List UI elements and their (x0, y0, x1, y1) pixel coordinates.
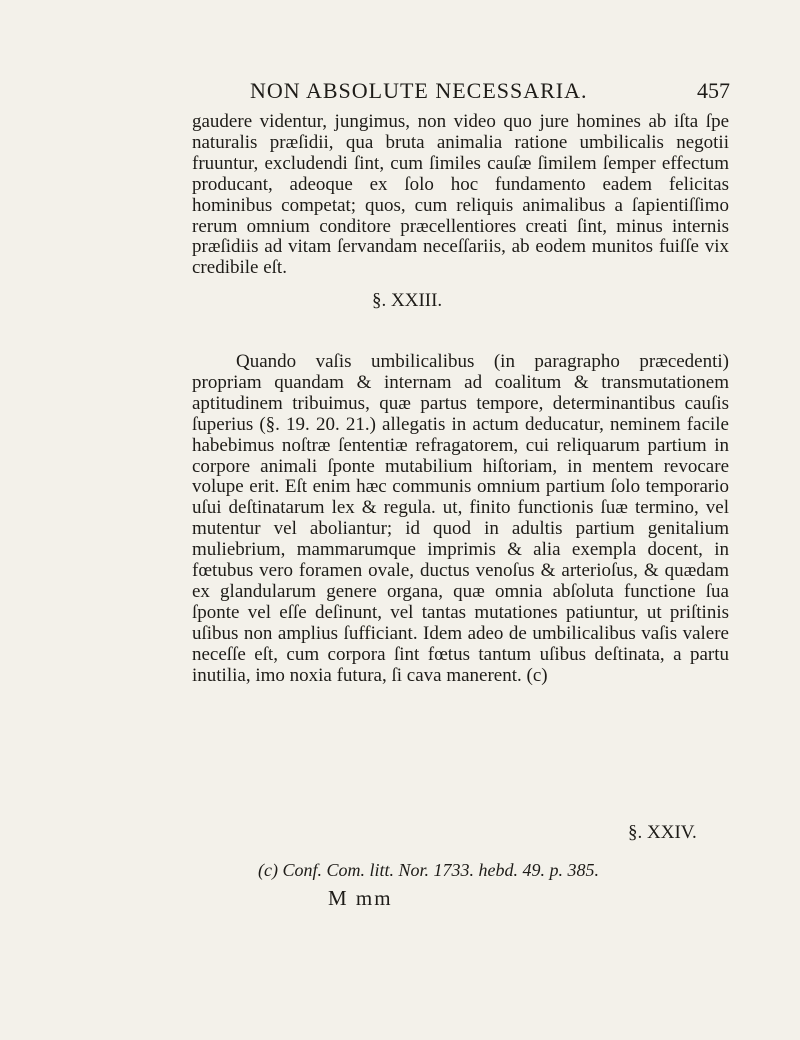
page-header (200, 78, 730, 104)
page-number: 457 (697, 78, 730, 103)
paragraph-2: Quando vaſis umbilicalibus (in paragrapho præcedenti) propriam quandam & internam ad coalitum & transmutationem aptitudinem tribuimus, quæ partus tempore, determinantibus cauſis ſuperius (§. 19. 20. 21.) allegatis in actum deducatur, neminem facile habebimus noſtræ ſententiæ refragatorem, cui reliquarum partium in corpore animali ſponte mutabilium hiſtoriam, in mentem revocare volupe erit. Eſt enim hæc communis omnium partium ſolo temporario uſui deſtinatarum lex & regula. ut, finito functionis ſuæ termino, vel mutentur vel aboliantur; id quod in adultis partium genitalium muliebrium, mammarumque imprimis & alia exempla docent, in fœtubus vero foramen ovale, ductus venoſus & arterioſus, & quædam ex glandularum genere organa, quæ omnia abſoluta functione ſua ſponte vel eſſe deſinunt, vel tantas mutationes patiuntur, ut priſtinis uſibus non amplius ſufficiant. Idem adeo de umbilicalibus vaſis valere neceſſe eſt, cum corpora ſint fœtus tantum uſibus deſtinata, a partu inutilia, imo noxia futura, ſi cava manerent. (c) (192, 351, 729, 686)
section-heading-xxiii: §. XXIII. (372, 290, 443, 311)
section-heading-xxiv: §. XXIV. (628, 822, 697, 843)
signature-mark: M mm (328, 886, 393, 910)
paragraph-1: gaudere videntur, jungimus, non video quo jure homines ab iſta ſpe naturalis præſidii, qua bruta animalia ratione umbilicalis negotii fruuntur, excludendi ſint, cum ſimiles cauſæ ſimilem ſemper effectum producant, adeoque ex ſolo hoc fundamento eadem felicitas hominibus competat; quos, cum reliquis animalibus a ſapientiſſimo rerum omnium conditore præcellentiores creati ſint, minus internis præſidiis ad vitam ſervandam neceſſariis, ab eodem munitos fuiſſe vix credibile eſt. (192, 111, 729, 279)
footnote: (c) Conf. Com. litt. Nor. 1733. hebd. 49. p. 385. (258, 860, 599, 880)
running-head: NON ABSOLUTE NECESSARIA. (250, 78, 588, 103)
